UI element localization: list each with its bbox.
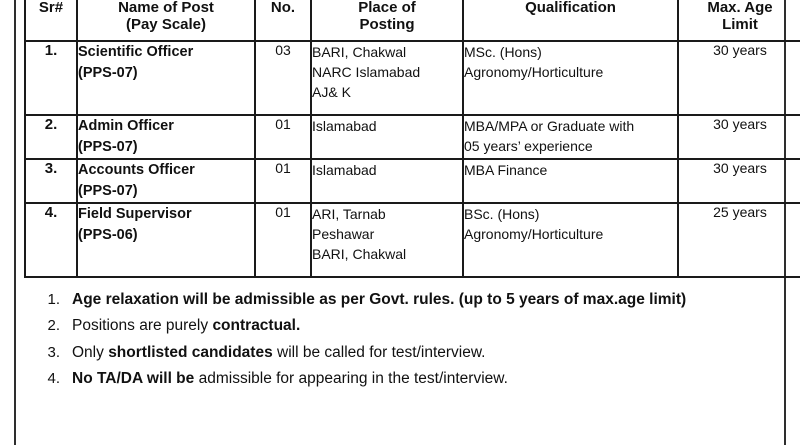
cell-no: 01 [255, 115, 311, 159]
note-text [72, 318, 300, 334]
note-number: 3. [47, 343, 60, 361]
table-row [25, 41, 800, 115]
column-header-post: Name of Post (Pay Scale) [77, 0, 255, 41]
note-text [72, 292, 686, 308]
cell-age: 25 years [678, 203, 800, 277]
note-number: 1. [47, 290, 60, 308]
column-header-age: Max. Age Limit [678, 0, 800, 41]
cell-age: 30 years [678, 115, 800, 159]
post-name: Accounts Officer [78, 161, 195, 178]
note-part: shortlisted candidates [108, 343, 273, 361]
advertisement-page [16, 0, 784, 445]
list-item [30, 345, 784, 361]
post-name: Admin Officer [78, 117, 174, 134]
note-part: contractual. [212, 317, 301, 335]
cell-post [77, 203, 255, 277]
note-text [72, 345, 486, 361]
note-number: 4. [47, 370, 60, 388]
column-header-no: No. [255, 0, 311, 41]
note-part: No TA/DA will be [72, 370, 199, 388]
list-item [30, 318, 784, 334]
table-row [25, 115, 800, 159]
cell-age: 30 years [678, 41, 800, 115]
note-text [72, 371, 508, 387]
post-scale: (PPS-07) [78, 182, 138, 199]
cell-place: Islamabad [311, 159, 463, 203]
cell-sr: 2. [25, 115, 77, 159]
cell-place: ARI, Tarnab Peshawar BARI, Chakwal [311, 203, 463, 277]
column-header-sr: Sr# [25, 0, 77, 41]
table-row [25, 203, 800, 277]
cell-qualification: MBA/MPA or Graduate with 05 years’ experience [463, 115, 678, 159]
list-item [30, 371, 784, 387]
column-header-qualification: Qualification [463, 0, 678, 41]
notes-list [30, 292, 784, 387]
cell-sr: 4. [25, 203, 77, 277]
cell-place: Islamabad [311, 115, 463, 159]
page-edge-left [0, 0, 16, 445]
cell-qualification: MSc. (Hons) Agronomy/Horticulture [463, 41, 678, 115]
list-item [30, 292, 784, 308]
table-header-row [25, 0, 800, 41]
post-scale: (PPS-07) [78, 64, 138, 81]
job-posts-table [24, 0, 800, 278]
cell-qualification: BSc. (Hons) Agronomy/Horticulture [463, 203, 678, 277]
note-part: admissible for appearing in the test/interview. [198, 370, 508, 388]
note-part: Age relaxation will be admissible as per Govt. rules. (up to 5 years of max.age limit) [72, 290, 687, 308]
cell-qualification: MBA Finance [463, 159, 678, 203]
table-body [25, 41, 800, 277]
post-name: Field Supervisor [78, 205, 192, 222]
note-number: 2. [47, 317, 60, 335]
post-name: Scientific Officer [78, 43, 194, 60]
cell-post [77, 159, 255, 203]
cell-no: 03 [255, 41, 311, 115]
cell-post [77, 41, 255, 115]
cell-age: 30 years [678, 159, 800, 203]
post-scale: (PPS-07) [78, 138, 138, 155]
table-header [25, 0, 800, 41]
cell-sr: 3. [25, 159, 77, 203]
cell-no: 01 [255, 159, 311, 203]
cell-sr: 1. [25, 41, 77, 115]
note-part: Only [72, 343, 109, 361]
note-part: will be called for test/interview. [272, 343, 486, 361]
cell-no: 01 [255, 203, 311, 277]
column-header-place: Place of Posting [311, 0, 463, 41]
post-scale: (PPS-06) [78, 226, 138, 243]
cell-post [77, 115, 255, 159]
note-part: Positions are purely [72, 317, 213, 335]
table-row [25, 159, 800, 203]
cell-place: BARI, Chakwal NARC Islamabad AJ& K [311, 41, 463, 115]
